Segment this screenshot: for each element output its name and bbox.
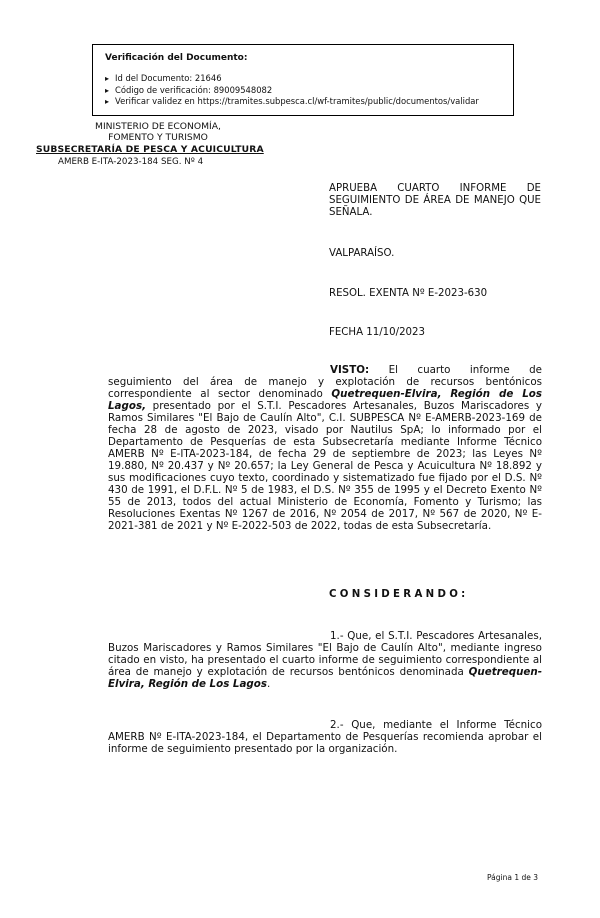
resolution-number: RESOL. EXENTA Nº E-2023-630 bbox=[329, 288, 488, 299]
visto-area-name: Quetrequen-Elvira, Región de Los Lagos, bbox=[108, 388, 542, 412]
resolution-date: FECHA 11/10/2023 bbox=[329, 327, 425, 338]
verification-box bbox=[92, 44, 514, 116]
considerando-paragraph-1 bbox=[108, 630, 542, 690]
verification-code: ▸ Código de verificación: 89009548082 bbox=[105, 85, 503, 97]
header-ministerio: MINISTERIO DE ECONOMÍA, bbox=[95, 121, 221, 132]
considerando-paragraph-2 bbox=[108, 719, 542, 755]
considerando-heading: CONSIDERANDO: bbox=[329, 589, 469, 600]
resolution-place: VALPARAÍSO. bbox=[329, 248, 395, 259]
verification-document-id: ▸ Id del Documento: 21646 bbox=[105, 73, 503, 85]
header-fomento: FOMENTO Y TURISMO bbox=[108, 132, 208, 143]
header-subsecretaria: SUBSECRETARÍA DE PESCA Y ACUICULTURA bbox=[36, 144, 264, 155]
verification-list bbox=[105, 73, 503, 108]
visto-text-2: presentado por el S.T.I. Pescadores Artesanales, Buzos Mariscadores y Ramos Similares "El Bajo de Caulín Alto", C.I. SUBPESCA Nº E-AMERB-2023-169 de fecha 28 de agosto de 2023, visado por Nautilus SpA; lo informado por el Departamento de Pesquerías de esta Subsecretaría mediante Informe Técnico AMERB Nº E-ITA-2023-184, de fecha 29 de septiembre de 2023; las Leyes Nº 19.880, Nº 20.437 y Nº 20.657; la Ley General de Pesca y Acuicultura Nº 18.892 y sus modificaciones cuyo texto, coordinado y sistematizado fue fijado por el D.S. Nº 430 de 1991, el D.F.L. Nº 5 de 1983, el D.S. Nº 355 de 1995 y el Decreto Exento Nº 55 de 2013, todos del actual Ministerio de Economía, Fomento y Turismo; las Resoluciones Exentas Nº 1267 de 2016, Nº 2054 de 2017, Nº 567 de 2020, Nº E-2021-381 de 2021 y Nº E-2022-503 de 2022, todas de esta Subsecretaría. bbox=[108, 400, 542, 532]
header-amerb-reference: AMERB E-ITA-2023-184 SEG. Nº 4 bbox=[58, 157, 204, 167]
verification-validate-link[interactable]: ▸ Verificar validez en https://tramites.subpesca.cl/wf-tramites/public/documentos/validar bbox=[105, 96, 503, 108]
visto-text-1: El cuarto informe de seguimiento del área de manejo y explotación de recursos bentónicos correspondiente al sector denominado bbox=[108, 364, 542, 400]
p1-area-name: Quetrequen-Elvira, Región de Los Lagos bbox=[108, 666, 542, 690]
p2-text-1: 2.- Que, mediante el Informe Técnico AMERB Nº E-ITA-2023-184, el Departamento de Pesquerías recomienda aprobar el informe de seguimiento presentado por la organización. bbox=[108, 719, 542, 755]
verification-title: Verificación del Documento: bbox=[105, 53, 248, 63]
p1-text-1: 1.- Que, el S.T.I. Pescadores Artesanales, Buzos Mariscadores y Ramos Similares "El Bajo de Caulín Alto", mediante ingreso citado en visto, ha presentado el cuarto informe de seguimiento correspondiente al área de manejo y explotación de recursos bentónicos denominada bbox=[108, 630, 542, 678]
resolution-subject: APRUEBA CUARTO INFORME DE SEGUIMIENTO DE ÁREA DE MANEJO QUE SEÑALA. bbox=[329, 183, 541, 218]
visto-label: VISTO: bbox=[330, 364, 370, 376]
p1-text-2: . bbox=[267, 678, 271, 690]
visto-paragraph bbox=[108, 364, 542, 532]
page-number: Página 1 de 3 bbox=[487, 873, 539, 882]
